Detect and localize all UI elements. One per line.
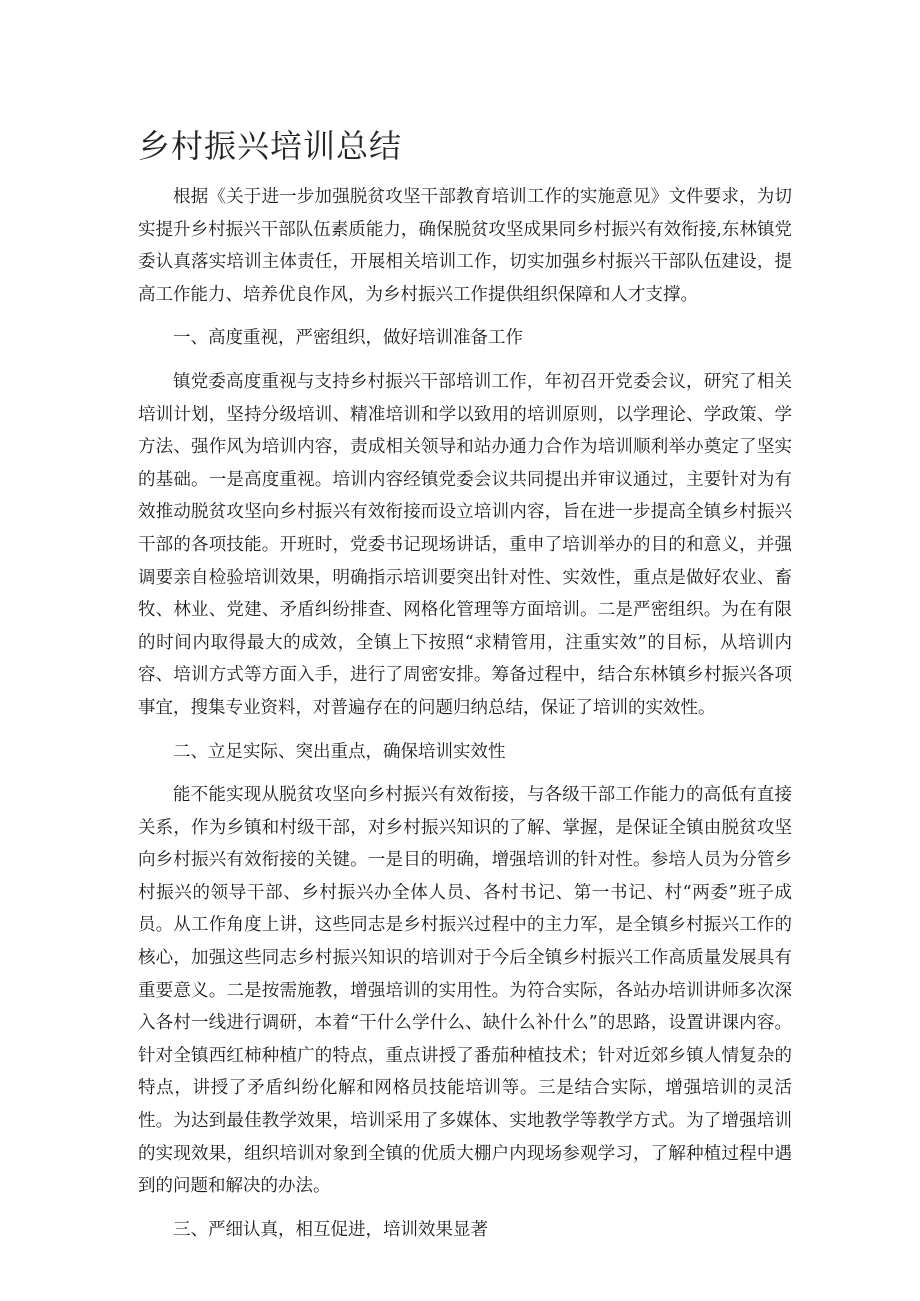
intro-paragraph: 根据《关于进一步加强脱贫攻坚干部教育培训工作的实施意见》文件要求，为切实提升乡村振兴干部队伍素质能力，确保脱贫攻坚成果同乡村振兴有效衔接,东林镇党委认真落实培训主体责任，开展相关培训工作，切实加强乡村振兴干部队伍建设，提高工作能力、培养优良作风，为乡村振兴工作提供组织保障和人才支撑。: [138, 187, 792, 305]
section-3-heading: 三、严细认真，相互促进，培训效果显著: [173, 1219, 488, 1240]
section-2-heading: 二、立足实际、突出重点，确保培训实效性: [173, 741, 506, 762]
section-2-paragraph: 能不能实现从脱贫攻坚向乡村振兴有效衔接，与各级干部工作能力的高低有直接关系，作为乡镇和村级干部，对乡村振兴知识的了解、掌握，是保证全镇由脱贫攻坚向乡村振兴有效衔接的关键。一是目的明确，增强培训的针对性。参培人员为分管乡村振兴的领导干部、乡村振兴办全体人员、各村书记、第一书记、村“两委”班子成员。从工作角度上讲，这些同志是乡村振兴过程中的主力军，是全镇乡村振兴工作的核心，加强这些同志乡村振兴知识的培训对于今后全镇乡村振兴工作高质量发展具有重要意义。二是按需施教，增强培训的实用性。为符合实际，各站办培训讲师多次深入各村一线进行调研，本着“干什么学什么、缺什么补什么”的思路，设置讲课内容。针对全镇西红柿种植广的特点，重点讲授了番茄种植技术；针对近郊乡镇人情复杂的特点，讲授了矛盾纠纷化解和网格员技能培训等。三是结合实际，增强培训的灵活性。为达到最佳教学效果，培训采用了多媒体、实地教学等教学方式。为了增强培训的实现效果，组织培训对象到全镇的优质大棚户内现场参观学习，了解种植过程中遇到的问题和解决的办法。: [138, 785, 792, 1197]
section-1-paragraph: 镇党委高度重视与支持乡村振兴干部培训工作，年初召开党委会议，研究了相关培训计划，坚持分级培训、精准培训和学以致用的培训原则，以学理论、学政策、学方法、强作风为培训内容，责成相关领导和站办通力合作为培训顺利举办奠定了坚实的基础。一是高度重视。培训内容经镇党委会议共同提出并审议通过，主要针对为有效推动脱贫攻坚向乡村振兴有效衔接而设立培训内容，旨在进一步提高全镇乡村振兴干部的各项技能。开班时，党委书记现场讲话，重申了培训举办的目的和意义，并强调要亲自检验培训效果，明确指示培训要突出针对性、实效性，重点是做好农业、畜牧、林业、党建、矛盾纠纷排查、网格化管理等方面培训。二是严密组织。为在有限的时间内取得最大的成效，全镇上下按照“求精管用，注重实效”的目标，从培训内容、培训方式等方面入手，进行了周密安排。筹备过程中，结合东林镇乡村振兴各项事宜，搜集专业资料，对普遍存在的问题归纳总结，保证了培训的实效性。: [138, 371, 792, 718]
document-title: 乡村振兴培训总结: [138, 127, 403, 165]
section-1-heading: 一、高度重视，严密组织，做好培训准备工作: [173, 328, 523, 349]
document-body: [138, 181, 792, 1246]
